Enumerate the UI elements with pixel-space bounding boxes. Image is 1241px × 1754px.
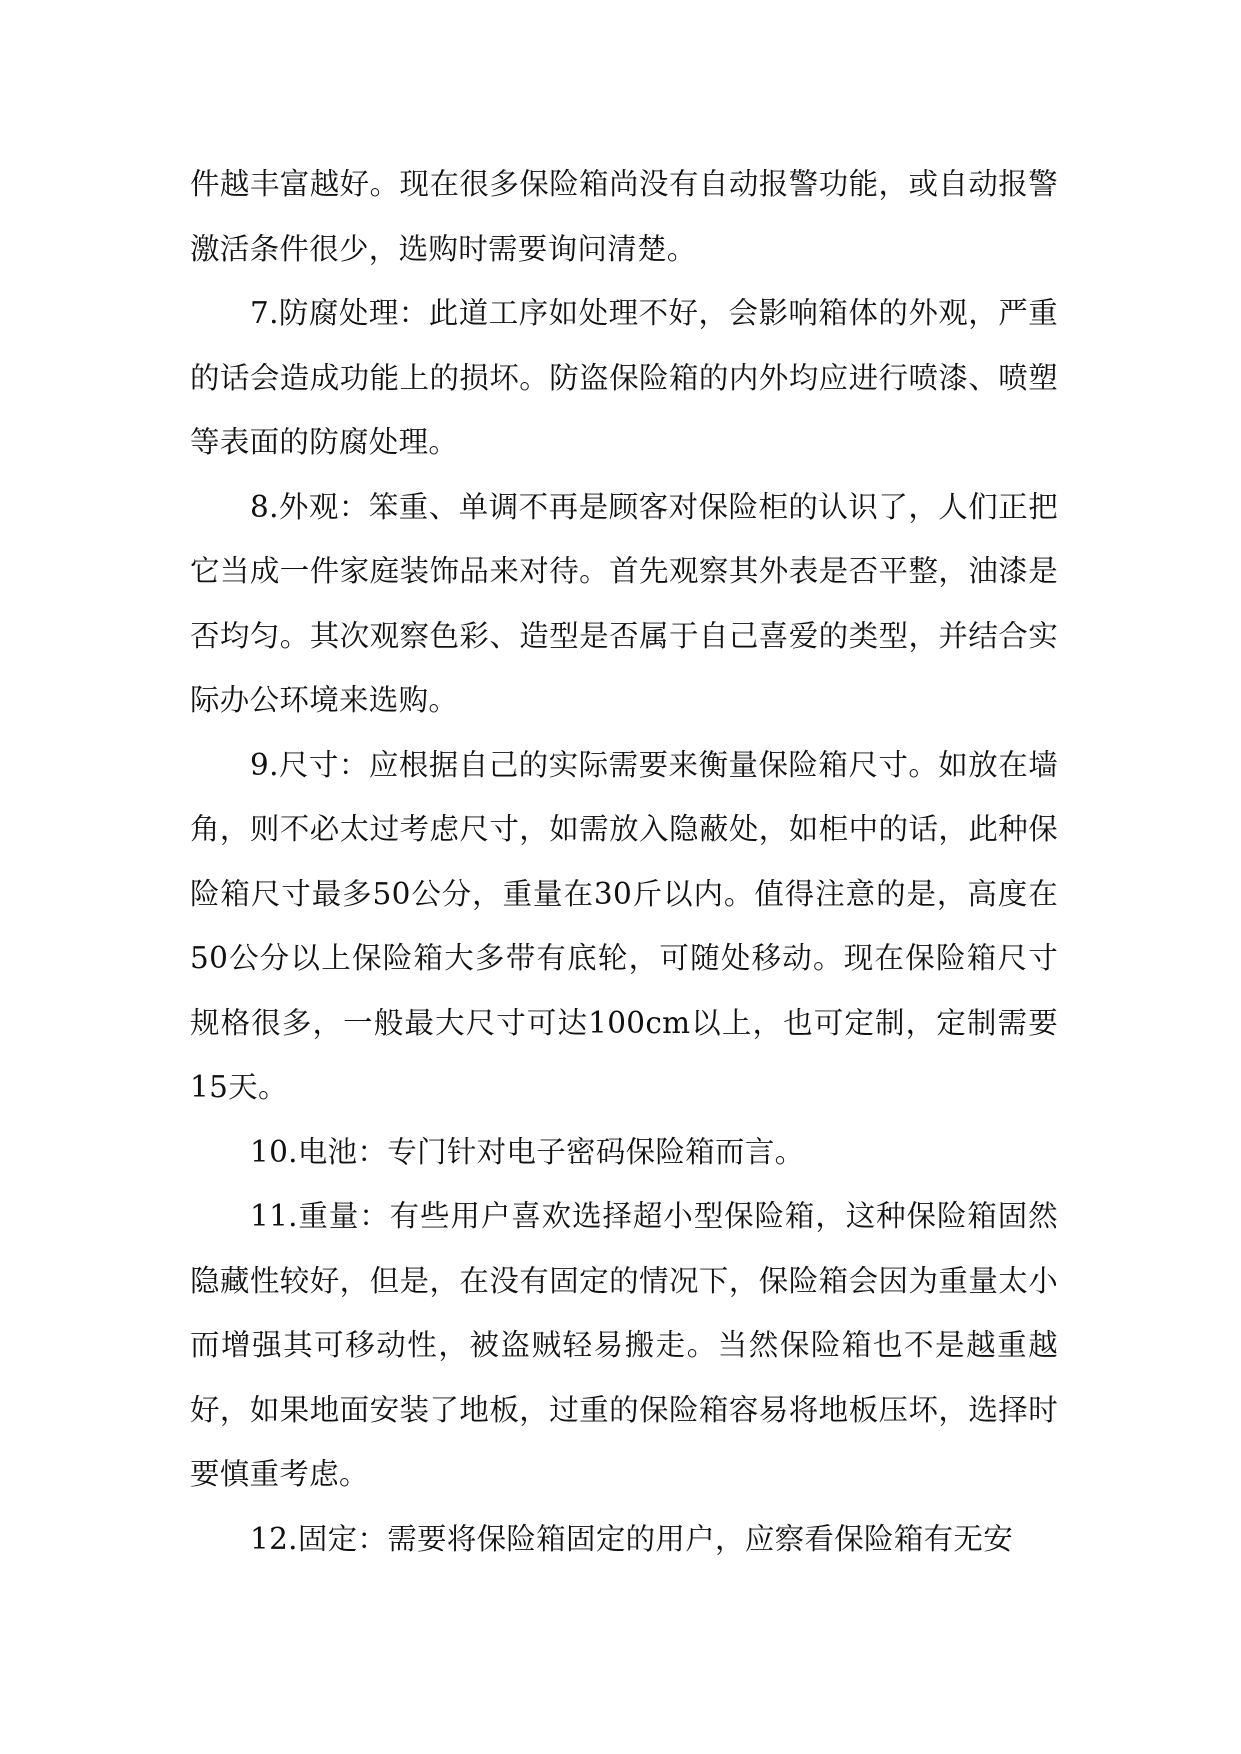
paragraph-battery: 10.电池：专门针对电子密码保险箱而言。 bbox=[250, 1134, 805, 1169]
paragraph-continuation: 件越丰富越好。现在很多保险箱尚没有自动报警功能，或自动报警激活条件很少，选购时需要询问清楚。 bbox=[190, 167, 1058, 266]
paragraph-appearance: 8.外观：笨重、单调不再是顾客对保险柜的认识了，人们正把它当成一件家庭装饰品来对待。首先观察其外表是否平整，油漆是否均匀。其次观察色彩、造型是否属于自己喜爱的类型，并结合实际办公环境来选购。 bbox=[190, 489, 1058, 717]
paragraph-fixing: 12.固定：需要将保险箱固定的用户，应察看保险箱有无安 bbox=[250, 1521, 1014, 1556]
paragraph-weight: 11.重量：有些用户喜欢选择超小型保险箱，这种保险箱固然隐藏性较好，但是，在没有固定的情况下，保险箱会因为重量太小而增强其可移动性，被盗贼轻易搬走。当然保险箱也不是越重越好，如果地面安装了地板，过重的保险箱容易将地板压坏，选择时要慎重考虑。 bbox=[190, 1199, 1058, 1491]
document-page bbox=[190, 152, 1058, 1571]
paragraph-anticorrosion: 7.防腐处理：此道工序如处理不好，会影响箱体的外观，严重的话会造成功能上的损坏。防盗保险箱的内外均应进行喷漆、喷塑等表面的防腐处理。 bbox=[190, 296, 1058, 459]
paragraph-size: 9.尺寸：应根据自己的实际需要来衡量保险箱尺寸。如放在墙角，则不必太过考虑尺寸，如需放入隐蔽处，如柜中的话，此种保险箱尺寸最多50公分，重量在30斤以内。值得注意的是，高度在50公分以上保险箱大多带有底轮，可随处移动。现在保险箱尺寸规格很多，一般最大尺寸可达100cm以上，也可定制，定制需要15天。 bbox=[190, 747, 1058, 1104]
